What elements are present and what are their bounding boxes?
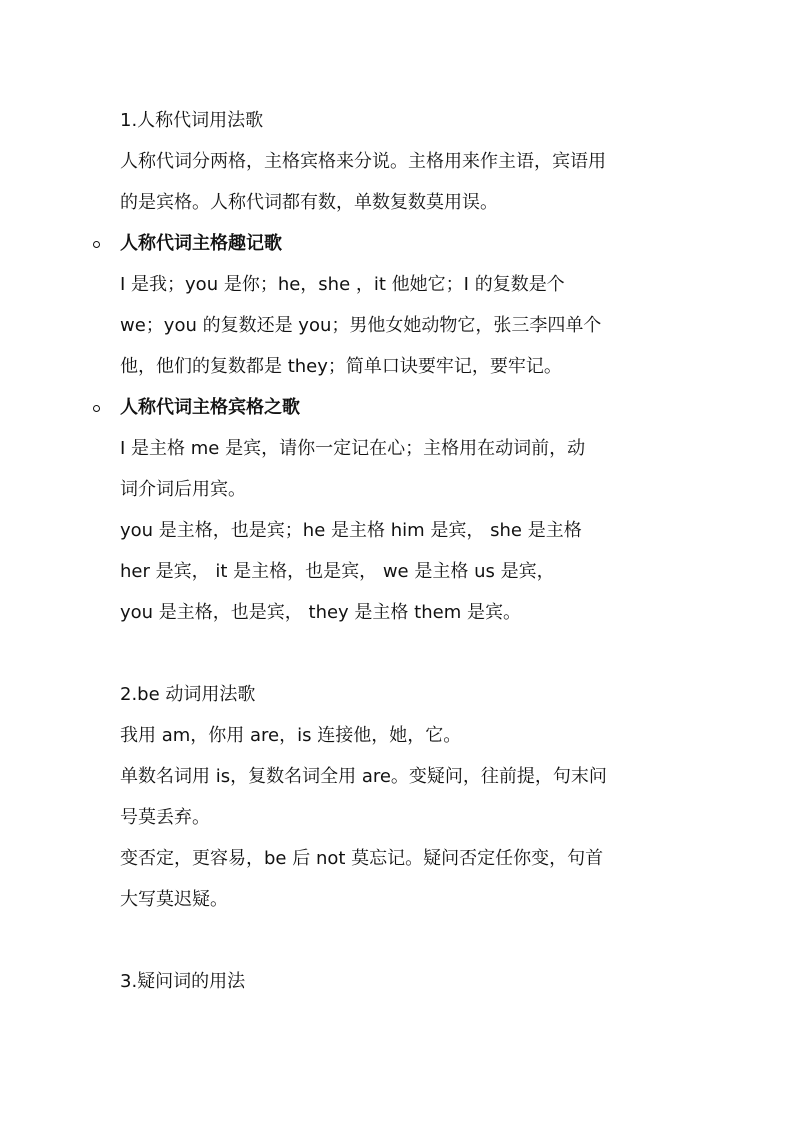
section-2-text-line: 号莫丢弃。	[120, 807, 210, 828]
subsection-2-heading	[120, 387, 680, 428]
subsection-1-text-line: we；you 的复数还是 you；男他女她动物它，张三李四单个	[120, 315, 602, 336]
subsection-1-heading	[120, 223, 680, 264]
document-content	[120, 100, 680, 1002]
section-1-text-line: 的是宾格。人称代词都有数，单数复数莫用误。	[120, 192, 498, 213]
subsection-2-text-line: you 是主格，也是宾， they 是主格 them 是宾。	[120, 602, 521, 623]
subsection-1-text-line: I 是我；you 是你；he，she ，it 他她它；I 的复数是个	[120, 274, 565, 295]
subsection-2-heading-text: 人称代词主格宾格之歌	[120, 397, 300, 418]
subsection-2-text-line: you 是主格，也是宾；he 是主格 him 是宾， she 是主格	[120, 520, 582, 541]
hollow-circle-bullet-icon	[93, 241, 100, 248]
subsection-2-text-line: I 是主格 me 是宾，请你一定记在心；主格用在动词前，动	[120, 438, 586, 459]
section-2-text-line: 单数名词用 is，复数名词全用 are。变疑问，往前提，句末问	[120, 766, 607, 787]
subsection-1-text-line: 他，他们的复数都是 they；简单口诀要牢记，要牢记。	[120, 356, 562, 377]
section-2-text-line: 我用 am，你用 are，is 连接他，她，它。	[120, 725, 462, 746]
subsection-2-text-line: 词介词后用宾。	[120, 479, 246, 500]
subsection-2-text-line: her 是宾， it 是主格，也是宾， we 是主格 us 是宾，	[120, 561, 555, 582]
section-1-text-line: 人称代词分两格，主格宾格来分说。主格用来作主语，宾语用	[120, 151, 606, 172]
section-2-text-line: 大写莫迟疑。	[120, 889, 228, 910]
subsection-1-heading-text: 人称代词主格趣记歌	[120, 233, 282, 254]
section-1-heading: 1.人称代词用法歌	[120, 110, 264, 131]
section-2-text-line: 变否定，更容易，be 后 not 莫忘记。疑问否定任你变，句首	[120, 848, 604, 869]
blank-line	[120, 633, 680, 674]
section-2-heading: 2.be 动词用法歌	[120, 684, 256, 705]
hollow-circle-bullet-icon	[93, 405, 100, 412]
blank-line	[120, 920, 680, 961]
section-3-heading: 3.疑问词的用法	[120, 971, 246, 992]
